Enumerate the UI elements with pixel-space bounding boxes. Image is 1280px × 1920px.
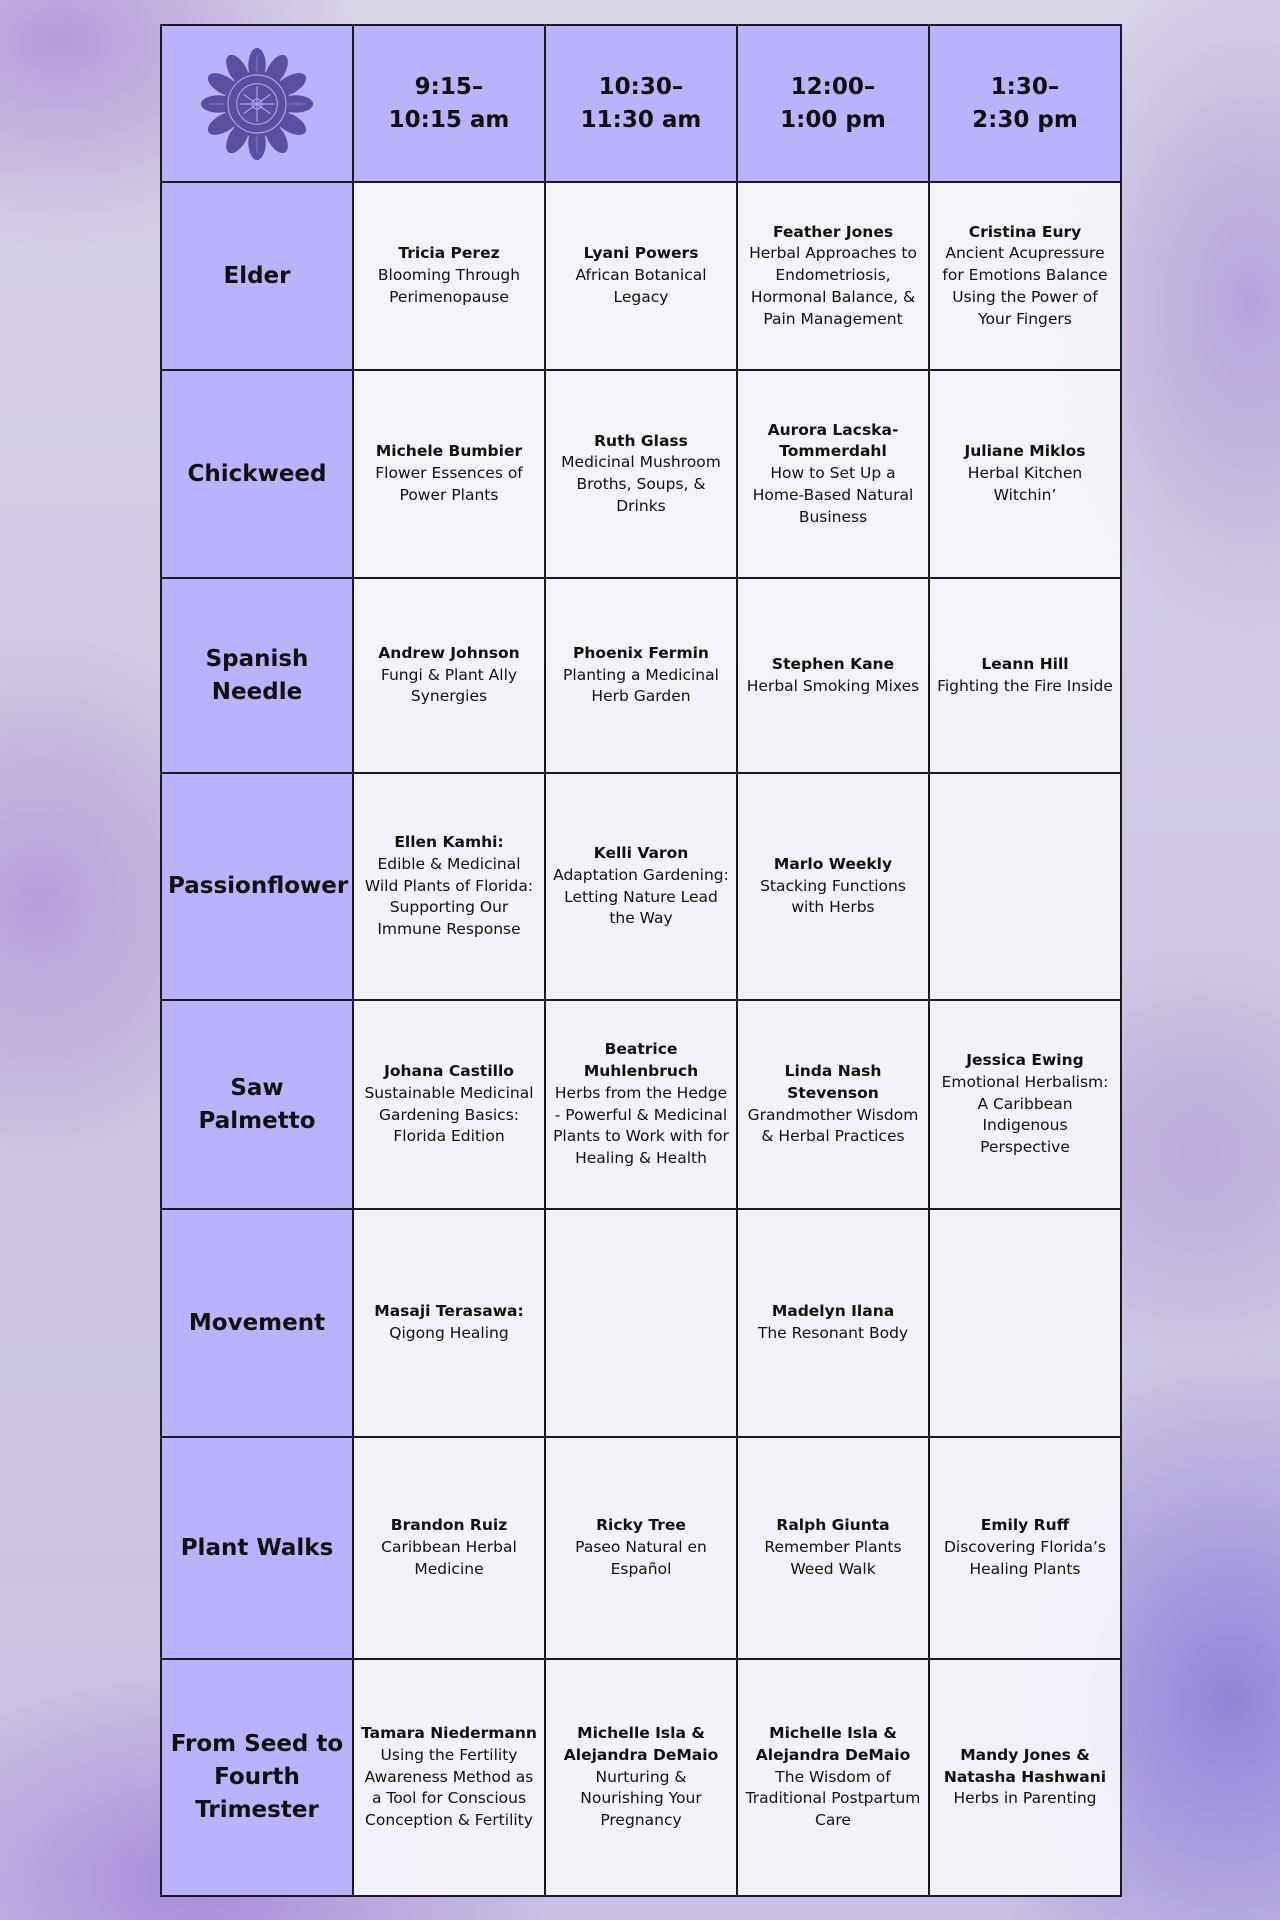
track-name: Elder xyxy=(161,182,353,370)
session-cell xyxy=(737,1000,929,1209)
empty-session-cell xyxy=(929,773,1121,1000)
header-row xyxy=(161,25,1121,182)
time-start: 1:30– xyxy=(990,73,1060,100)
track-row-passionflower xyxy=(161,773,1121,1000)
session-cell xyxy=(353,370,545,578)
speaker-name: Ricky Tree xyxy=(596,1516,686,1535)
track-name: Passionflower xyxy=(161,773,353,1000)
time-slot-3 xyxy=(737,25,929,182)
session-cell xyxy=(545,578,737,773)
time-end: 1:00 pm xyxy=(780,106,886,133)
empty-session-cell xyxy=(545,1209,737,1437)
session-cell xyxy=(929,1437,1121,1659)
track-row-spanish-needle xyxy=(161,578,1121,773)
session-title: Ancient Acupressure for Emotions Balance Using the Power of Your Fingers xyxy=(942,244,1108,328)
time-slot-1 xyxy=(353,25,545,182)
speaker-name: Michelle Isla & Alejandra DeMaio xyxy=(563,1724,719,1764)
track-row-plant-walks xyxy=(161,1437,1121,1659)
speaker-name: Brandon Ruiz xyxy=(390,1516,508,1535)
speaker-name: Juliane Miklos xyxy=(964,442,1086,461)
speaker-name: Phoenix Fermin xyxy=(573,643,709,662)
session-cell xyxy=(737,1209,929,1437)
speaker-name: Ralph Giunta xyxy=(776,1516,890,1535)
session-title: Using the Fertility Awareness Method as a Tool for Conscious Conception & Fertility xyxy=(364,1745,534,1830)
session-cell xyxy=(929,370,1121,578)
session-cell xyxy=(737,578,929,773)
track-row-elder xyxy=(161,182,1121,370)
session-cell xyxy=(545,1659,737,1896)
session-title: The Resonant Body xyxy=(757,1324,909,1342)
time-slot-2 xyxy=(545,25,737,182)
session-cell xyxy=(353,1000,545,1209)
speaker-name: Emily Ruff xyxy=(980,1516,1070,1535)
session-cell xyxy=(929,1659,1121,1896)
speaker-name: Andrew Johnson xyxy=(378,643,520,662)
session-cell xyxy=(929,578,1121,773)
speaker-name: Linda Nash Stevenson xyxy=(784,1062,882,1102)
session-title: Herbal Approaches to Endometriosis, Hormonal Balance, & Pain Management xyxy=(749,244,917,328)
track-row-saw-palmetto xyxy=(161,1000,1121,1209)
session-title: Adaptation Gardening: Letting Nature Lead the Way xyxy=(553,865,729,928)
passionflower-icon xyxy=(199,46,315,162)
session-title: Emotional Herbalism: A Caribbean Indigenous Perspective xyxy=(941,1072,1109,1157)
session-cell xyxy=(929,182,1121,370)
time-start: 9:15– xyxy=(414,73,484,100)
session-title: Herbal Smoking Mixes xyxy=(746,676,920,695)
speaker-name: Ellen Kamhi: xyxy=(394,833,504,852)
session-title: Fungi & Plant Ally Synergies xyxy=(380,665,518,706)
session-title: African Botanical Legacy xyxy=(575,266,707,306)
session-title: Herbs in Parenting xyxy=(953,1789,1097,1808)
speaker-name: Leann Hill xyxy=(981,654,1069,673)
session-title: Nurturing & Nourishing Your Pregnancy xyxy=(580,1767,702,1830)
session-title: Herbs from the Hedge - Powerful & Medicinal Plants to Work with for Healing & Health xyxy=(553,1083,729,1167)
speaker-name: Mandy Jones & Natasha Hashwani xyxy=(943,1745,1107,1786)
session-cell xyxy=(353,1209,545,1437)
speaker-name: Stephen Kane xyxy=(771,654,895,673)
session-cell xyxy=(545,370,737,578)
session-title: Discovering Florida’s Healing Plants xyxy=(943,1538,1107,1578)
time-start: 12:00– xyxy=(790,73,876,100)
schedule-table xyxy=(160,24,1122,1897)
time-slot-4 xyxy=(929,25,1121,182)
speaker-name: Michelle Isla & Alejandra DeMaio xyxy=(755,1724,911,1764)
session-title: Blooming Through Perimenopause xyxy=(377,266,521,306)
empty-session-cell xyxy=(929,1209,1121,1437)
track-name: Movement xyxy=(161,1209,353,1437)
session-cell xyxy=(353,1659,545,1896)
speaker-name: Masaji Terasawa: xyxy=(374,1302,524,1321)
speaker-name: Feather Jones xyxy=(772,222,894,241)
session-title: Remember Plants Weed Walk xyxy=(764,1538,902,1578)
session-title: Qigong Healing xyxy=(389,1324,509,1342)
speaker-name: Marlo Weekly xyxy=(773,854,893,873)
session-cell xyxy=(353,773,545,1000)
session-title: Sustainable Medicinal Gardening Basics: Florida Edition xyxy=(364,1083,534,1146)
track-name: Saw Palmetto xyxy=(161,1000,353,1209)
session-title: Stacking Functions with Herbs xyxy=(760,876,906,917)
track-name: Plant Walks xyxy=(161,1437,353,1659)
speaker-name: Ruth Glass xyxy=(594,431,688,450)
session-cell xyxy=(353,1437,545,1659)
session-cell xyxy=(737,1659,929,1896)
session-cell xyxy=(737,773,929,1000)
speaker-name: Madelyn Ilana xyxy=(771,1302,895,1321)
session-title: Paseo Natural en Español xyxy=(575,1538,707,1578)
speaker-name: Jessica Ewing xyxy=(966,1051,1084,1070)
session-cell xyxy=(929,1000,1121,1209)
session-title: Caribbean Herbal Medicine xyxy=(381,1538,517,1578)
session-title: How to Set Up a Home-Based Natural Business xyxy=(752,464,914,526)
speaker-name: Kelli Varon xyxy=(593,844,689,863)
speaker-name: Beatrice Muhlenbruch xyxy=(583,1040,699,1081)
session-title: Medicinal Mushroom Broths, Soups, & Drinks xyxy=(561,453,721,515)
speaker-name: Cristina Eury xyxy=(968,222,1082,241)
speaker-name: Johana Castillo xyxy=(384,1062,514,1081)
time-end: 10:15 am xyxy=(388,106,510,133)
session-title: Grandmother Wisdom & Herbal Practices xyxy=(747,1105,919,1146)
session-title: The Wisdom of Traditional Postpartum Care xyxy=(745,1767,921,1830)
logo-cell xyxy=(161,25,353,182)
session-cell xyxy=(545,1000,737,1209)
track-name: Spanish Needle xyxy=(161,578,353,773)
time-end: 11:30 am xyxy=(580,106,702,133)
session-title: Herbal Kitchen Witchin’ xyxy=(967,464,1083,504)
session-cell xyxy=(353,578,545,773)
speaker-name: Tricia Perez xyxy=(398,244,500,263)
session-cell xyxy=(353,182,545,370)
session-cell xyxy=(737,182,929,370)
session-title: Fighting the Fire Inside xyxy=(937,676,1113,695)
track-name: Chickweed xyxy=(161,370,353,578)
session-cell xyxy=(737,1437,929,1659)
session-title: Planting a Medicinal Herb Garden xyxy=(563,665,719,706)
track-row-chickweed xyxy=(161,370,1121,578)
time-end: 2:30 pm xyxy=(972,106,1078,133)
track-name: From Seed to Fourth Trimester xyxy=(161,1659,353,1896)
track-row-from-seed-to-fourth-trimester xyxy=(161,1659,1121,1896)
session-title: Edible & Medicinal Wild Plants of Florida: Supporting Our Immune Response xyxy=(364,854,534,939)
time-start: 10:30– xyxy=(598,73,684,100)
speaker-name: Lyani Powers xyxy=(583,244,699,263)
speaker-name: Tamara Niedermann xyxy=(361,1724,537,1743)
session-title: Flower Essences of Power Plants xyxy=(375,464,523,504)
speaker-name: Michele Bumbier xyxy=(375,442,523,461)
speaker-name: Aurora Lacska-Tommerdahl xyxy=(767,420,899,461)
session-cell xyxy=(545,1437,737,1659)
session-cell xyxy=(737,370,929,578)
session-cell xyxy=(545,773,737,1000)
track-row-movement xyxy=(161,1209,1121,1437)
session-cell xyxy=(545,182,737,370)
